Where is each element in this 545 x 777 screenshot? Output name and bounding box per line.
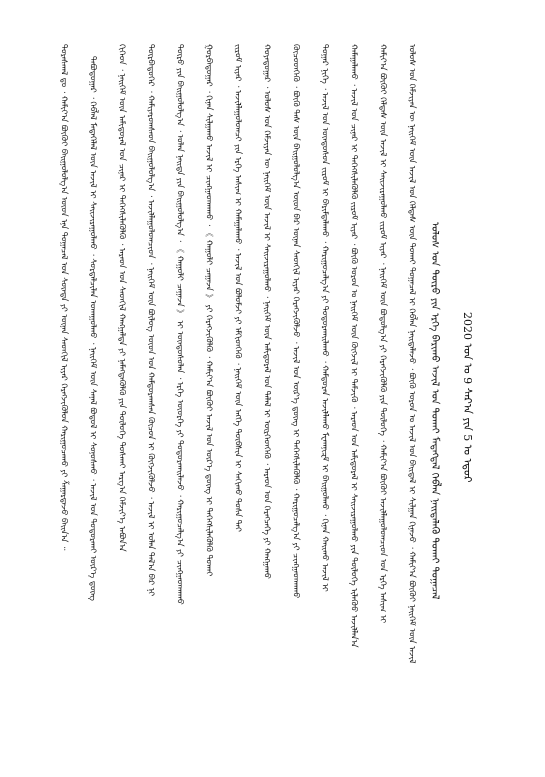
body-line: ᠤᠯᠤᠰ ᠤᠨ ᠬᠡᠮᠵᠢᠶᠡᠨ ᠦ ᠨᠡᠢᠭᠡᠮ ᠦᠨ ᠠᠵᠢᠯ ᠤᠨ ᠬᠡᠯᠲᠡᠰ ᠦᠨ ᠲᠤᠬᠠᠢ ᠲᠤᠭᠠᠴᠠᠯ ᠢ ᠬᠡᠪᠯᠡᠨ ᠨᠡᠢᠲᠡᠯᠡᠵᠦ ᠂ ᠪᠦᠬᠦ ᠣᠷᠣᠨ ᠤ ᠠᠵᠢᠯ ᠤᠨ ᠪᠠᠢᠳᠠᠯ ᠢ ᠰᠢᠯᠭᠠᠨ ᠬᠢᠨᠠᠵᠤ ᠂ ᠬᠠᠮᠢᠶ᠎ᠠ ᠪᠦᠬᠦᠢ ᠨᠡᠢᠭᠡᠮ ᠦᠨ ᠠᠵᠢᠯ (407, 44, 418, 664)
body-line: ᠳᠥᠷᠪᠡᠳᠦᠭᠡᠷ ᠂ ᠬᠠᠮᠢᠶᠠᠷᠤᠭᠰᠠᠳ ᠪᠠᠢᠭᠤᠯᠤᠯᠭ᠎ᠠ ᠂ ᠠᠵᠢᠯᠯᠠᠭᠤᠯᠤᠭᠴᠢᠳ ᠂ ᠨᠡᠢᠭᠡᠮ ᠦᠨ ᠪᠦᠯᠦᠭ ᠦᠳ ᠤᠨ ᠬᠠᠮᠲᠤᠷᠠᠭᠰᠠᠨ ᠬᠦᠴᠦᠨ ᠢ ᠬᠥᠭᠵᠢᠭᠦᠯᠵᠦ ᠂ ᠠᠵᠢᠯ ᠢ ᠣᠯᠠᠨ ᠲᠠᠯ᠎ᠠ ᠪᠠᠷ ᠨᠢ (146, 44, 157, 597)
body-line: ᠬᠦᠴᠦᠳᠬᠡᠬᠦ ᠂ ᠪᠦᠬᠦ ᠳᠡᠰ ᠦᠨ ᠪᠠᠢᠭᠤᠯᠤᠯᠭ᠎ᠠ ᠦᠳ ᠪᠡᠷ ᠦᠨᠡᠨ ᠰᠡᠳᠬᠢᠯ ᠢᠶᠡᠷ ᠬᠡᠷᠡᠭᠵᠢᠭᠦᠯᠵᠦ ᠂ ᠠᠵᠢᠯ ᠤᠨ ᠦᠷ᠎ᠡ ᠳ᠋ᠦᠩ ᠢ ᠳᠡᠭᠡᠭᠰᠢᠯᠡᠭᠦᠯᠬᠦ ᠂ ᠬᠠᠷᠢᠭᠤᠴᠠᠯᠭ᠎ᠠ ᠶᠢ ᠴᠢᠩᠭᠠᠳᠬᠠᠬᠤ (291, 44, 302, 599)
document-title: ᠤᠯᠤᠰ ᠤᠨ ᠲᠦᠷᠦ ᠶᠢᠨ ᠡᠷᠬᠡ ᠪᠠᠷᠢᠬᠤ ᠠᠵᠢᠯ ᠤᠨ ᠲᠤᠬᠠᠢ ᠮᠡᠳᠡᠭᠳᠡᠯ ᠬᠡᠪᠯᠡᠨ ᠨᠡᠢᠲᠡᠯᠡᠬᠦ ᠲᠤᠬᠠᠢ ᠲᠤᠭᠠᠴᠠᠯ (429, 222, 440, 600)
body-line: ᠲᠠᠪᠤᠳᠤᠭᠠᠷ ᠂ ᠬᠡᠪᠯᠡᠯ ᠮᠡᠳᠡᠭᠡᠯᠡᠯ ᠦᠨ ᠠᠵᠢᠯ ᠢ ᠰᠠᠢᠵᠢᠷᠠᠭᠤᠯᠬᠤ ᠂ ᠰᠤᠷᠲᠠᠯᠴᠢᠯᠠᠨ ᠤᠬᠠᠭᠤᠯᠬᠤ ᠂ ᠨᠡᠢᠭᠡᠮ ᠦᠨ ᠰᠠᠨᠠᠯ ᠪᠣᠳᠤᠯ ᠢ ᠰᠣᠨᠣᠰᠬᠤ ᠂ ᠠᠵᠢᠯ ᠤᠨ ᠲᠣᠳᠣᠷᠬᠠᠢ ᠦᠷ᠎ᠡ ᠳ᠋ᠦᠩ (88, 56, 99, 601)
body-line: ᠳᠤᠷᠠᠰᠬᠠᠯ ᠳᠤ ᠂ ᠬᠠᠮᠢᠶ᠎ᠠ ᠪᠦᠬᠦᠢ ᠪᠠᠢᠭᠤᠯᠤᠯᠭ᠎ᠠ ᠦᠳ ᠡᠨᠡ ᠲᠤᠭᠠᠴᠠᠯ ᠤᠨ ᠰᠦᠨᠳᠡ ᠶᠢ ᠦᠨᠡᠨ ᠰᠡᠳᠬᠢᠯ ᠢᠶᠡᠷ ᠬᠡᠷᠡᠭᠵᠢᠭᠦᠯᠦᠨ ᠬᠠᠷᠢᠭᠤᠴᠠᠬᠤ ᠶᠢ ᠱᠠᠭᠠᠷᠳᠠᠵᠤ ᠪᠠᠢᠨ᠎ᠠ ᠃ (59, 44, 70, 551)
body-line: ᠵᠢᠷᠤᠮ ᠢᠶᠡᠷ ᠂ ᠠᠵᠢᠯᠯᠠᠭᠤᠯᠤᠭᠴᠢ ᠶᠢᠨ ᠡᠷᠬᠡ ᠠᠰᠢᠭ ᠢ ᠬᠠᠮᠠᠭᠠᠯᠠᠬᠤ ᠂ ᠠᠵᠢᠯ ᠤᠨ ᠪᠣᠯᠤᠮᠵᠢ ᠶᠢ ᠡᠮᠬᠢᠳᠬᠡᠬᠦ ᠂ ᠨᠡᠢᠭᠡᠮ ᠦᠨ ᠡᠩᠬᠡ ᠲᠦᠪᠰᠢᠨ ᠢ ᠰᠠᠬᠢᠬᠤ ᠲᠤᠰᠠ ᠲᠠᠢ (233, 44, 244, 532)
body-line: ᠬᠣᠶᠠᠳᠤᠭᠠᠷ ᠂ ᠤᠯᠤᠰ ᠤᠨ ᠬᠡᠮᠵᠢᠶᠡᠨ ᠦ ᠨᠡᠢᠭᠡᠮ ᠦᠨ ᠠᠵᠢᠯ ᠢ ᠰᠠᠢᠵᠢᠷᠠᠭᠤᠯᠬᠤ ᠂ ᠨᠡᠢᠭᠡᠮ ᠦᠨ ᠠᠮᠢᠳᠤᠷᠠᠯ ᠤᠨ ᠲᠡᠯᠡᠯ ᠢ ᠥᠷᠭᠡᠳᠬᠡᠬᠦ ᠂ ᠠᠷᠠᠳ ᠤᠨ ᠬᠡᠷᠡᠭᠴᠡᠭᠡ ᠶᠢ ᠬᠠᠩᠭᠠᠬᠤ (262, 44, 273, 579)
body-line: ᠭᠤᠷᠪᠠᠳᠤᠭᠠᠷ ᠂ ᠬᠢᠨᠠᠨ ᠰᠢᠯᠭᠠᠬᠤ ᠠᠵᠢᠯ ᠢ ᠴᠢᠩᠭᠠᠳᠬᠠᠬᠤ ᠂ 《 ᠬᠠᠭᠤᠯᠢ ᠴᠠᠭᠠᠵᠠ 》 ᠶᠢ ᠬᠡᠷᠡᠭᠵᠢᠭᠦᠯᠬᠦ ᠂ ᠬᠠᠮᠢᠶ᠎ᠠ ᠪᠦᠬᠦᠢ ᠠᠵᠢᠯ ᠤᠨ ᠦᠷ᠎ᠡ ᠳ᠋ᠦᠩ ᠢ ᠳᠡᠭᠡᠭᠰᠢᠯᠡᠭᠦᠯᠬᠦ ᠲᠤᠬᠠᠢ (204, 44, 215, 577)
body-line: ᠬᠠᠮᠢᠶ᠎ᠠ ᠪᠦᠬᠦᠢ ᠬᠡᠯᠲᠡᠰ ᠦᠨ ᠠᠵᠢᠯ ᠢ ᠰᠠᠢᠵᠢᠷᠠᠭᠤᠯᠬᠤ ᠵᠢᠷᠤᠮ ᠢᠶᠡᠷ ᠂ ᠨᠡᠢᠭᠡᠮ ᠦᠨ ᠪᠣᠳᠣᠯᠭ᠎ᠠ ᠶᠢ ᠬᠡᠷᠡᠭᠵᠢᠭᠦᠯᠬᠦ ᠶᠢᠨ ᠲᠥᠯᠦᠭᠡ ᠂ ᠬᠠᠮᠢᠶ᠎ᠠ ᠪᠦᠬᠦᠢ ᠠᠵᠢᠯᠯᠠᠭᠤᠯᠤᠭᠴᠢᠳ ᠤᠨ ᠡᠷᠬᠡ ᠠᠰᠢᠭ ᠢ (378, 44, 389, 624)
body-line: ᠲᠦᠷᠦ ᠶᠢᠨ ᠪᠠᠢᠭᠤᠯᠤᠯᠭ᠎ᠠ ᠂ ᠣᠯᠠᠨ ᠨᠡᠢᠲᠡ ᠶᠢᠨ ᠪᠠᠢᠭᠤᠯᠤᠯᠭ᠎ᠠ ᠂ 《 ᠬᠠᠭᠤᠯᠢ ᠴᠠᠭᠠᠵᠠ 》 ᠢ ᠦᠨᠳᠦᠰᠦᠯᠡᠨ ᠂ ᠡᠷᠬᠡ ᠦᠦᠷᠭᠡ ᠶᠢ ᠲᠣᠳᠣᠷᠬᠠᠢᠯᠠᠵᠤ ᠂ ᠬᠠᠷᠢᠭᠤᠴᠠᠯᠭ᠎ᠠ ᠶᠢ ᠴᠢᠩᠭᠠᠳᠬᠠᠬᠤ (175, 44, 186, 605)
body-line: ᠬᠠᠮᠠᠭᠠᠯᠠᠬᠤ ᠂ ᠠᠵᠢᠯ ᠤᠨ ᠴᠢᠨᠠᠷ ᠢ ᠳᠡᠭᠡᠭᠰᠢᠯᠡᠭᠦᠯᠬᠦ ᠵᠢᠷᠤᠮ ᠢᠶᠡᠷ ᠂ ᠪᠦᠬᠦ ᠣᠷᠣᠨ ᠤ ᠨᠡᠢᠭᠡᠮ ᠦᠨ ᠬᠥᠭᠵᠢᠯ ᠢ ᠳᠡᠮᠵᠢᠬᠦ ᠂ ᠠᠷᠠᠳ ᠤᠨ ᠠᠮᠢᠳᠤᠷᠠᠯ ᠢ ᠰᠠᠢᠵᠢᠷᠠᠭᠤᠯᠬᠤ ᠶᠢᠨ ᠲᠥᠯᠦᠭᠡ ᠢᠯᠡᠭᠦᠦ ᠠᠵᠢᠯᠯᠠᠨ᠎ᠠ (349, 44, 360, 648)
body-line: ᠬᠢᠭᠡᠳ ᠂ ᠨᠡᠢᠭᠡᠮ ᠦᠨ ᠠᠮᠢᠳᠤᠷᠠᠯ ᠤᠨ ᠴᠢᠨᠠᠷ ᠢ ᠳᠡᠭᠡᠭᠰᠢᠯᠡᠭᠦᠯᠬᠦ ᠂ ᠠᠷᠠᠳ ᠤᠨ ᠰᠡᠳᠬᠢᠯ ᠬᠠᠩᠭᠠᠯᠲᠠ ᠶᠢ ᠨᠡᠮᠡᠭᠳᠡᠭᠦᠯᠬᠦ ᠶᠢᠨ ᠲᠥᠯᠦᠭᠡ ᠲᠤᠰᠬᠠᠢ ᠠᠷᠭ᠎ᠠ ᠬᠡᠮᠵᠢᠶ᠎ᠡ ᠠᠪᠤᠨ᠎ᠠ (117, 44, 128, 552)
document-date: 2020 ᠣᠨ ᠤ 9 ᠰᠠᠷ᠎ᠠ ᠶᠢᠨ 5 ᠤ ᠡᠳᠦᠷ (461, 312, 474, 483)
body-line: ᠳᠤᠭᠠᠷ ᠨᠢᠭᠡ ᠂ ᠠᠵᠢᠯ ᠤᠨ ᠦᠨᠳᠦᠰᠦᠨ ᠵᠢᠷᠤᠮ ᠢ ᠪᠠᠷᠢᠮᠲᠠᠯᠠᠬᠤ ᠂ ᠬᠠᠷᠢᠭᠤᠴᠠᠯᠭ᠎ᠠ ᠶᠢ ᠲᠣᠳᠣᠷᠬᠠᠢᠯᠠᠬᠤ ᠂ ᠬᠠᠮᠲᠤᠷᠠᠨ ᠠᠵᠢᠯᠯᠠᠬᠤ ᠮᠧᠬᠠᠨᠢᠽᠮ ᠢ ᠪᠠᠢᠭᠤᠯᠬᠤ ᠂ ᠬᠢᠨᠠᠨ ᠬᠠᠢᠬᠤ ᠠᠵᠢᠯ ᠢ (320, 44, 331, 592)
